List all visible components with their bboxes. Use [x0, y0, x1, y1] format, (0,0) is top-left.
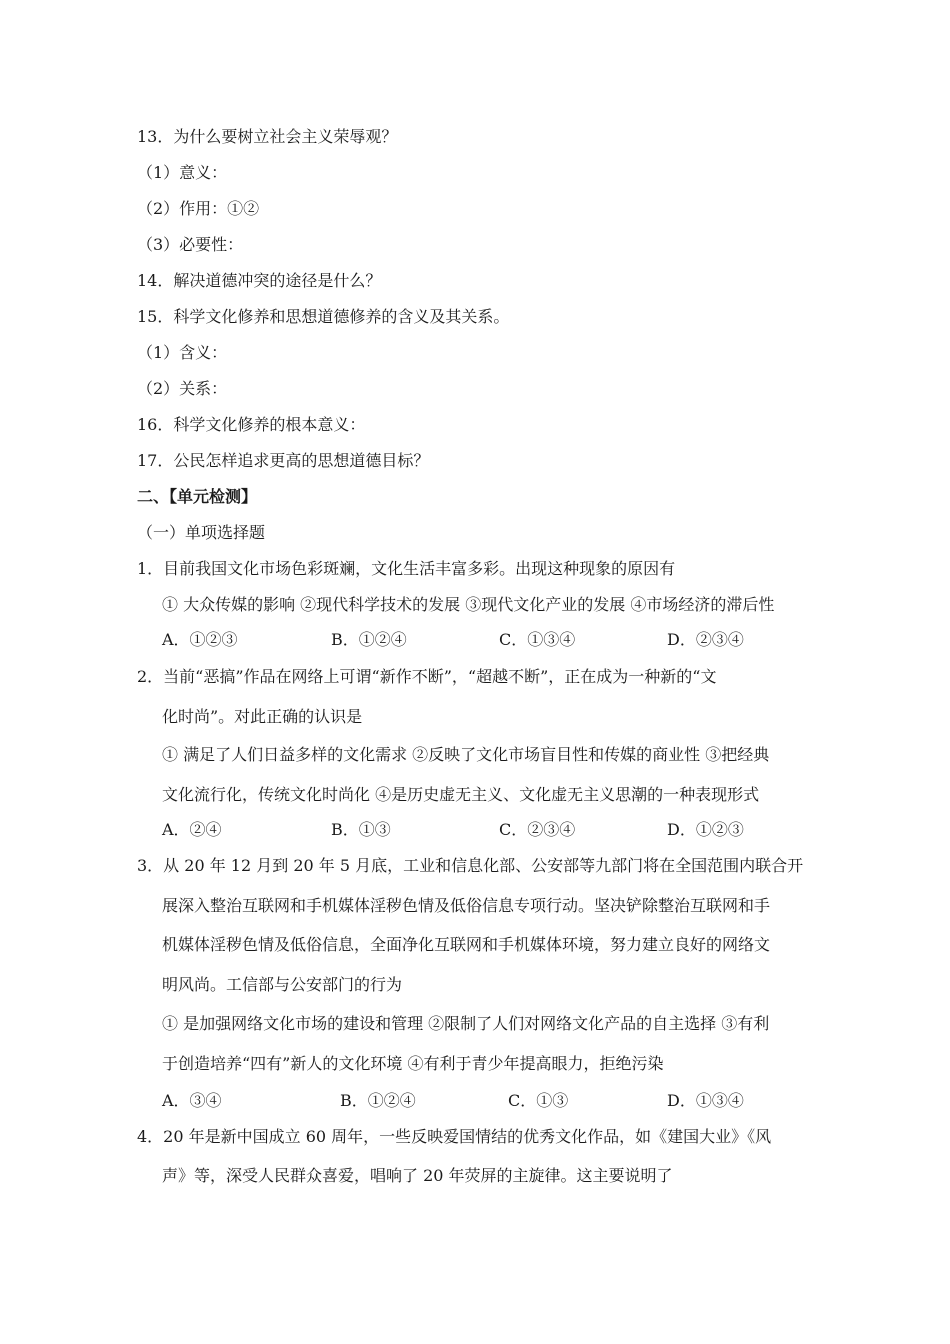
- question-4-stem-line-1: 4．20 年是新中国成立 60 周年，一些反映爱国情结的优秀文化作品，如《建国大业》《风: [137, 1127, 772, 1146]
- review-question-14: 14．解决道德冲突的途径是什么？: [137, 271, 382, 290]
- question-1-option-a: A．①②③: [162, 630, 238, 649]
- review-question-13-part-2: （2）作用：①②: [137, 199, 260, 218]
- question-2-stem-line-2: 化时尚”。对此正确的认识是: [162, 707, 363, 726]
- question-3-stem-line-3: 机媒体淫秽色情及低俗信息，全面净化互联网和手机媒体环境，努力建立良好的网络文: [162, 935, 771, 954]
- section-title: 二、【单元检测】: [137, 487, 258, 506]
- question-3-option-a: A．③④: [162, 1091, 222, 1110]
- question-2-option-b: B．①③: [331, 820, 391, 839]
- review-question-15-part-2: （2）关系：: [137, 379, 228, 398]
- question-1-option-b: B．①②④: [331, 630, 407, 649]
- review-question-15: 15．科学文化修养和思想道德修养的含义及其关系。: [137, 307, 510, 326]
- question-1-stem: 1．目前我国文化市场色彩斑斓，文化生活丰富多彩。出现这种现象的原因有: [137, 559, 676, 578]
- review-question-16: 16．科学文化修养的根本意义：: [137, 415, 366, 434]
- question-1-option-c: C．①③④: [499, 630, 576, 649]
- review-question-13-part-1: （1）意义：: [137, 163, 228, 182]
- question-3-option-c: C．①③: [508, 1091, 569, 1110]
- section-subtitle: （一）单项选择题: [137, 523, 266, 542]
- question-2-option-c: C．②③④: [499, 820, 576, 839]
- question-1-option-d: D．②③④: [667, 630, 744, 649]
- review-question-15-part-1: （1）含义：: [137, 343, 228, 362]
- question-2-stem-line-1: 2．当前“恶搞”作品在网络上可谓“新作不断”，“超越不断”，正在成为一种新的“文: [137, 667, 717, 686]
- question-3-stem-line-1: 3．从 20 年 12 月到 20 年 5 月底，工业和信息化部、公安部等九部门将在全国范围内联合开: [137, 856, 804, 875]
- review-question-13-part-3: （3）必要性：: [137, 235, 244, 254]
- review-question-17: 17．公民怎样追求更高的思想道德目标？: [137, 451, 430, 470]
- question-3-items-line-2: 于创造培养“四有”新人的文化环境 ④有利于青少年提高眼力，拒绝污染: [162, 1054, 664, 1073]
- review-question-13: 13．为什么要树立社会主义荣辱观？: [137, 127, 398, 146]
- question-2-option-d: D．①②③: [667, 820, 744, 839]
- question-2-items-line-1: ① 满足了人们日益多样的文化需求 ②反映了文化市场盲目性和传媒的商业性 ③把经典: [162, 745, 770, 764]
- question-3-items-line-1: ① 是加强网络文化市场的建设和管理 ②限制了人们对网络文化产品的自主选择 ③有利: [162, 1014, 770, 1033]
- question-4-stem-line-2: 声》等，深受人民群众喜爱，唱响了 20 年荧屏的主旋律。这主要说明了: [162, 1166, 673, 1185]
- question-2-option-a: A．②④: [162, 820, 222, 839]
- question-3-option-d: D．①③④: [667, 1091, 744, 1110]
- question-3-option-b: B．①②④: [340, 1091, 416, 1110]
- question-3-stem-line-2: 展深入整治互联网和手机媒体淫秽色情及低俗信息专项行动。坚决铲除整治互联网和手: [162, 896, 771, 915]
- question-1-items: ① 大众传媒的影响 ②现代科学技术的发展 ③现代文化产业的发展 ④市场经济的滞后性: [162, 595, 775, 614]
- question-3-stem-line-4: 明风尚。工信部与公安部门的行为: [162, 975, 403, 994]
- question-2-items-line-2: 文化流行化，传统文化时尚化 ④是历史虚无主义、文化虚无主义思潮的一种表现形式: [162, 785, 760, 804]
